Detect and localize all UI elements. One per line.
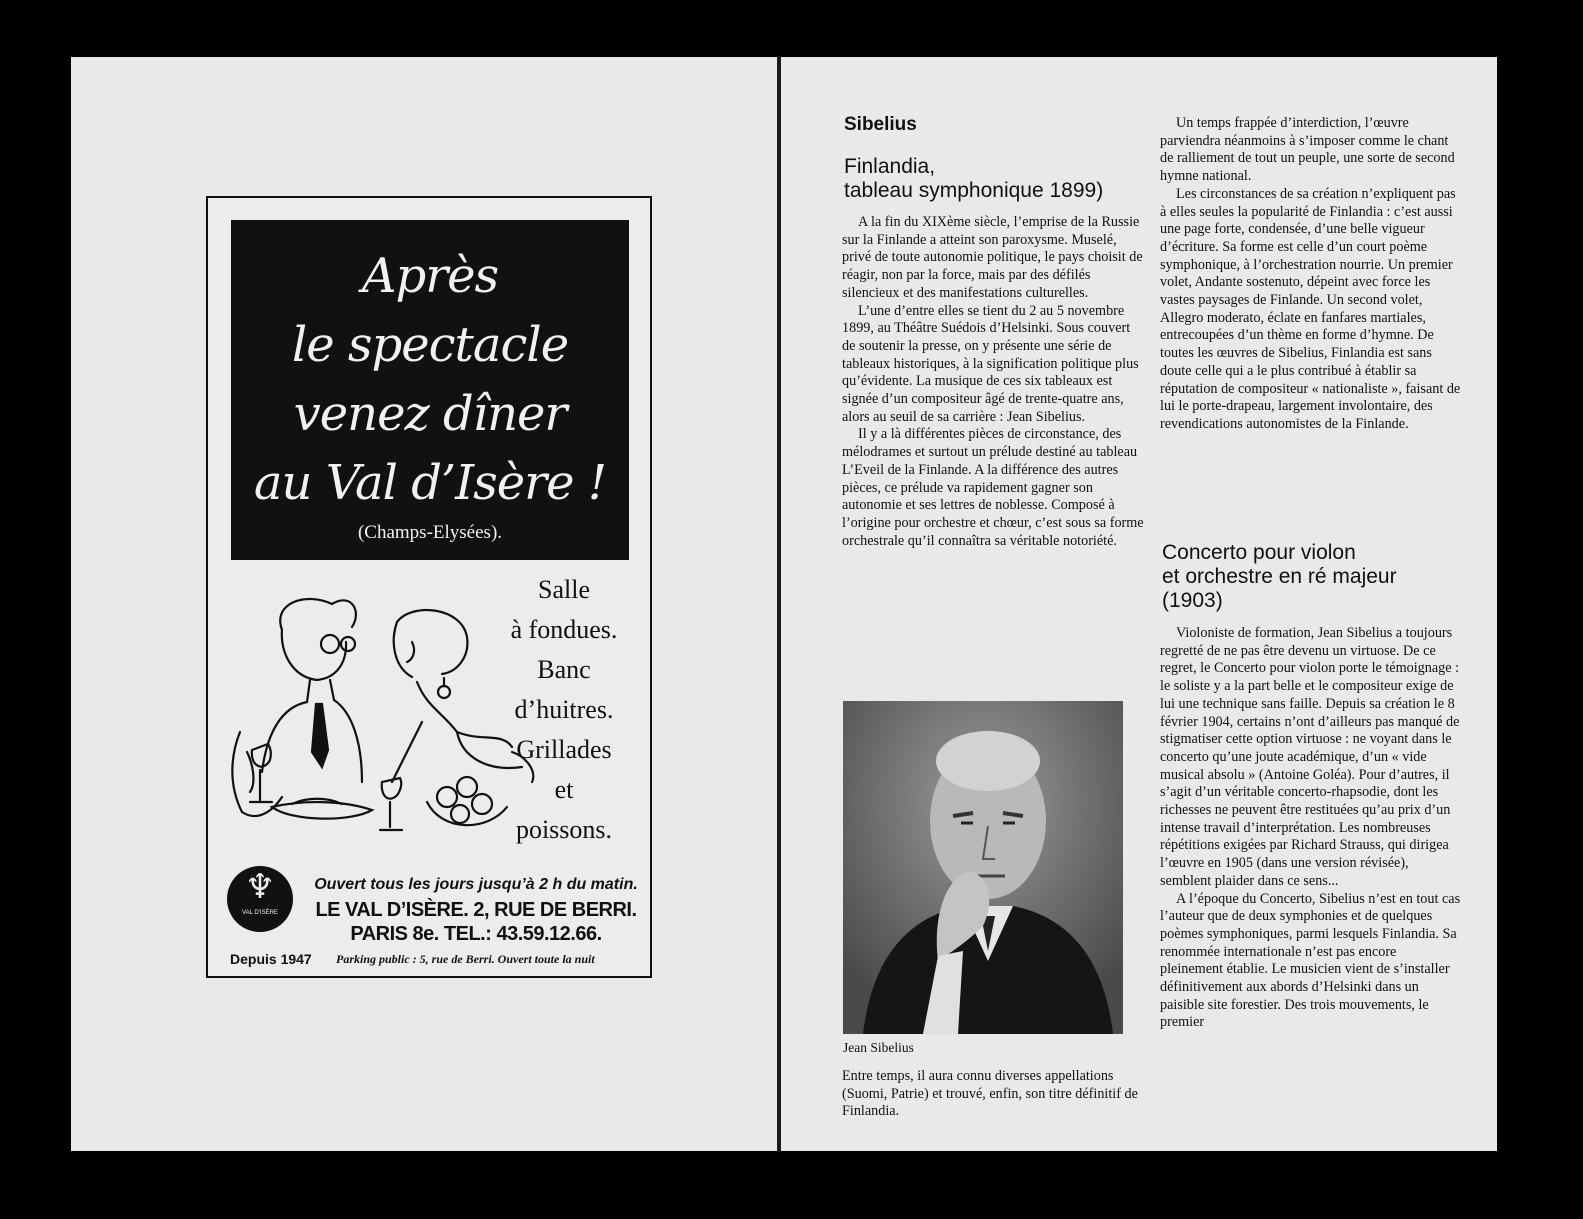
paragraph: A l’époque du Concerto, Sibelius n’est en tout cas l’auteur que de deux symphonies et de quelques poèmes symphoniques, parmi lesquels Finlandia. Sa renommée internationale n’est pas encore pleinement établie. Le musicien vient de s’installer définitivement aux abords d’Helsinki dans un paisible site forestier. Des trois mouvements, le premier [1160, 890, 1461, 1031]
advert-address-line2: PARIS 8e. TEL.: 43.59.12.66. [350, 923, 602, 945]
paragraph: Les circonstances de sa création n’expliquent pas à elles seules la popularité de Finlandia : c’est aussi une page forte, condensée, d’une belle vigueur d’écriture. Sa forme est celle d’un court poème symphonique, à l’orchestration nourrie. Un premier volet, Andante sostenuto, dépeint avec force les vastes paysages de Finlande. Un second volet, Allegro moderato, éclate en fanfares martiales, entrecoupées d’un thème en forme d’hymne. De toutes les œuvres de Sibelius, Finlandia est sans doute celle qui a le plus contribué à établir sa réputation de compositeur « nationaliste », faisant de lui le porte-drapeau, largement involontaire, des revendications autonomistes de la Finlande. [1160, 185, 1461, 432]
advert-service-line: à fondues. [510, 615, 618, 644]
work-title-violin-concerto [1162, 541, 1462, 613]
paragraph: A la fin du XIXème siècle, l’emprise de la Russie sur la Finlande a atteint son paroxysme. Muselé, privé de toute autonomie politique, le pays choisit de réagir, non par la force, mais par des défilés silencieux et des manifestations culturelles. [842, 214, 1143, 301]
advert-parking: Parking public : 5, rue de Berri. Ouvert toute la nuit [336, 952, 595, 966]
advert-service-line: d’huitres. [514, 695, 614, 724]
advert-services [492, 570, 636, 850]
photo-caption: Jean Sibelius [843, 1040, 914, 1055]
paragraph: Il y a là différentes pièces de circonstance, des mélodrames et surtout un prélude destiné au tableau L’Eveil de la Finlande. A la différence des autres pièces, ce prélude va rapidement gagner son autonomie et ses lettres de noblesse. Composé à l’origine pour orchestre et chœur, c’est sous sa forme orchestrale qu’il connaîtra sa véritable notoriété. [842, 426, 1144, 549]
advert-service-line: Banc [537, 655, 591, 684]
advert-service-line: et [554, 775, 574, 804]
advert-headline-line: le spectacle [291, 317, 569, 373]
advert-headline-box [231, 220, 629, 560]
advert-since: Depuis 1947 [230, 951, 312, 967]
advert-headline [231, 242, 629, 518]
paragraph: Un temps frappée d’interdiction, l’œuvre parviendra néanmoins à s’imposer comme le chant de ralliement de tout un peuple, une sorte de second hymne national. [1160, 115, 1455, 185]
work-title-line: (1903) [1162, 589, 1223, 612]
advert-headline-line: venez dîner [293, 386, 567, 442]
article-column-right [1160, 115, 1462, 434]
restaurant-logo [227, 866, 293, 932]
work-title-line: Finlandia, [844, 155, 936, 178]
section-title: Sibelius [844, 114, 917, 135]
advert-service-line: Salle [538, 575, 590, 604]
paragraph: Entre temps, il aura connu diverses appellations (Suomi, Patrie) et trouvé, enfin, son titre définitif de Finlandia. [842, 1068, 1138, 1120]
eagle-icon: ♆ [244, 869, 276, 906]
advert-service-line: Grillades [516, 735, 612, 764]
work-title-finlandia [844, 155, 1144, 203]
advert-address-line1: LE VAL D’ISÈRE. 2, RUE DE BERRI. [315, 899, 637, 921]
advert-hours: Ouvert tous les jours jusqu’à 2 h du matin. [314, 876, 638, 893]
advert-headline-line: au Val d’Isère ! [253, 455, 607, 511]
paragraph: Violoniste de formation, Jean Sibelius a toujours regretté de ne pas être devenu un virtuose. De ce regret, le Concerto pour violon porte le témoignage : le soliste y a la part belle et le compositeur exige de lui une technique sans faille. Depuis sa création le 8 février 1904, certains n’ont d’ailleurs pas manqué de stigmatiser cette option virtuose : ne voyant dans le concerto qu’une joute académique, d’un « vide musical absolu » (Antoine Goléa). Pour d’autres, il s’agit d’un véritable concerto-rhapsodie, dont les richesses ne peuvent être restituées qu’au prix d’un intense travail d’interprétation. Les nombreuses répétitions exigées par Richard Strauss, qui dirigea l’œuvre en 1905 (dans une version révisée), semblent plaider dans ce sens... [1160, 625, 1460, 889]
work-title-line: tableau symphonique 1899) [844, 179, 1104, 202]
portrait-drawing [843, 701, 1123, 1034]
work-title-line: et orchestre en ré majeur [1162, 565, 1397, 588]
article-column-left-bottom [842, 1068, 1142, 1121]
advert-service-line: poissons. [515, 815, 613, 844]
portrait-photo [843, 701, 1123, 1034]
advert-subline: (Champs-Elysées). [357, 522, 503, 543]
article-column-left [842, 214, 1144, 550]
paragraph: L’une d’entre elles se tient du 2 au 5 novembre 1899, au Théâtre Suédois d’Helsinki. Sous couvert de soutenir la presse, on y présente une série de tableaux historiques, à la signification politique plus qu’évidente. La musique de ces six tableaux est signée d’un compositeur âgé de trente-quatre ans, alors au seuil de sa carrière : Jean Sibelius. [842, 302, 1139, 425]
work-title-line: Concerto pour violon [1162, 541, 1356, 564]
article-column-right-lower [1160, 625, 1462, 1032]
logo-label: VAL D'ISÈRE [242, 910, 278, 916]
advert-headline-line: Après [361, 248, 499, 304]
